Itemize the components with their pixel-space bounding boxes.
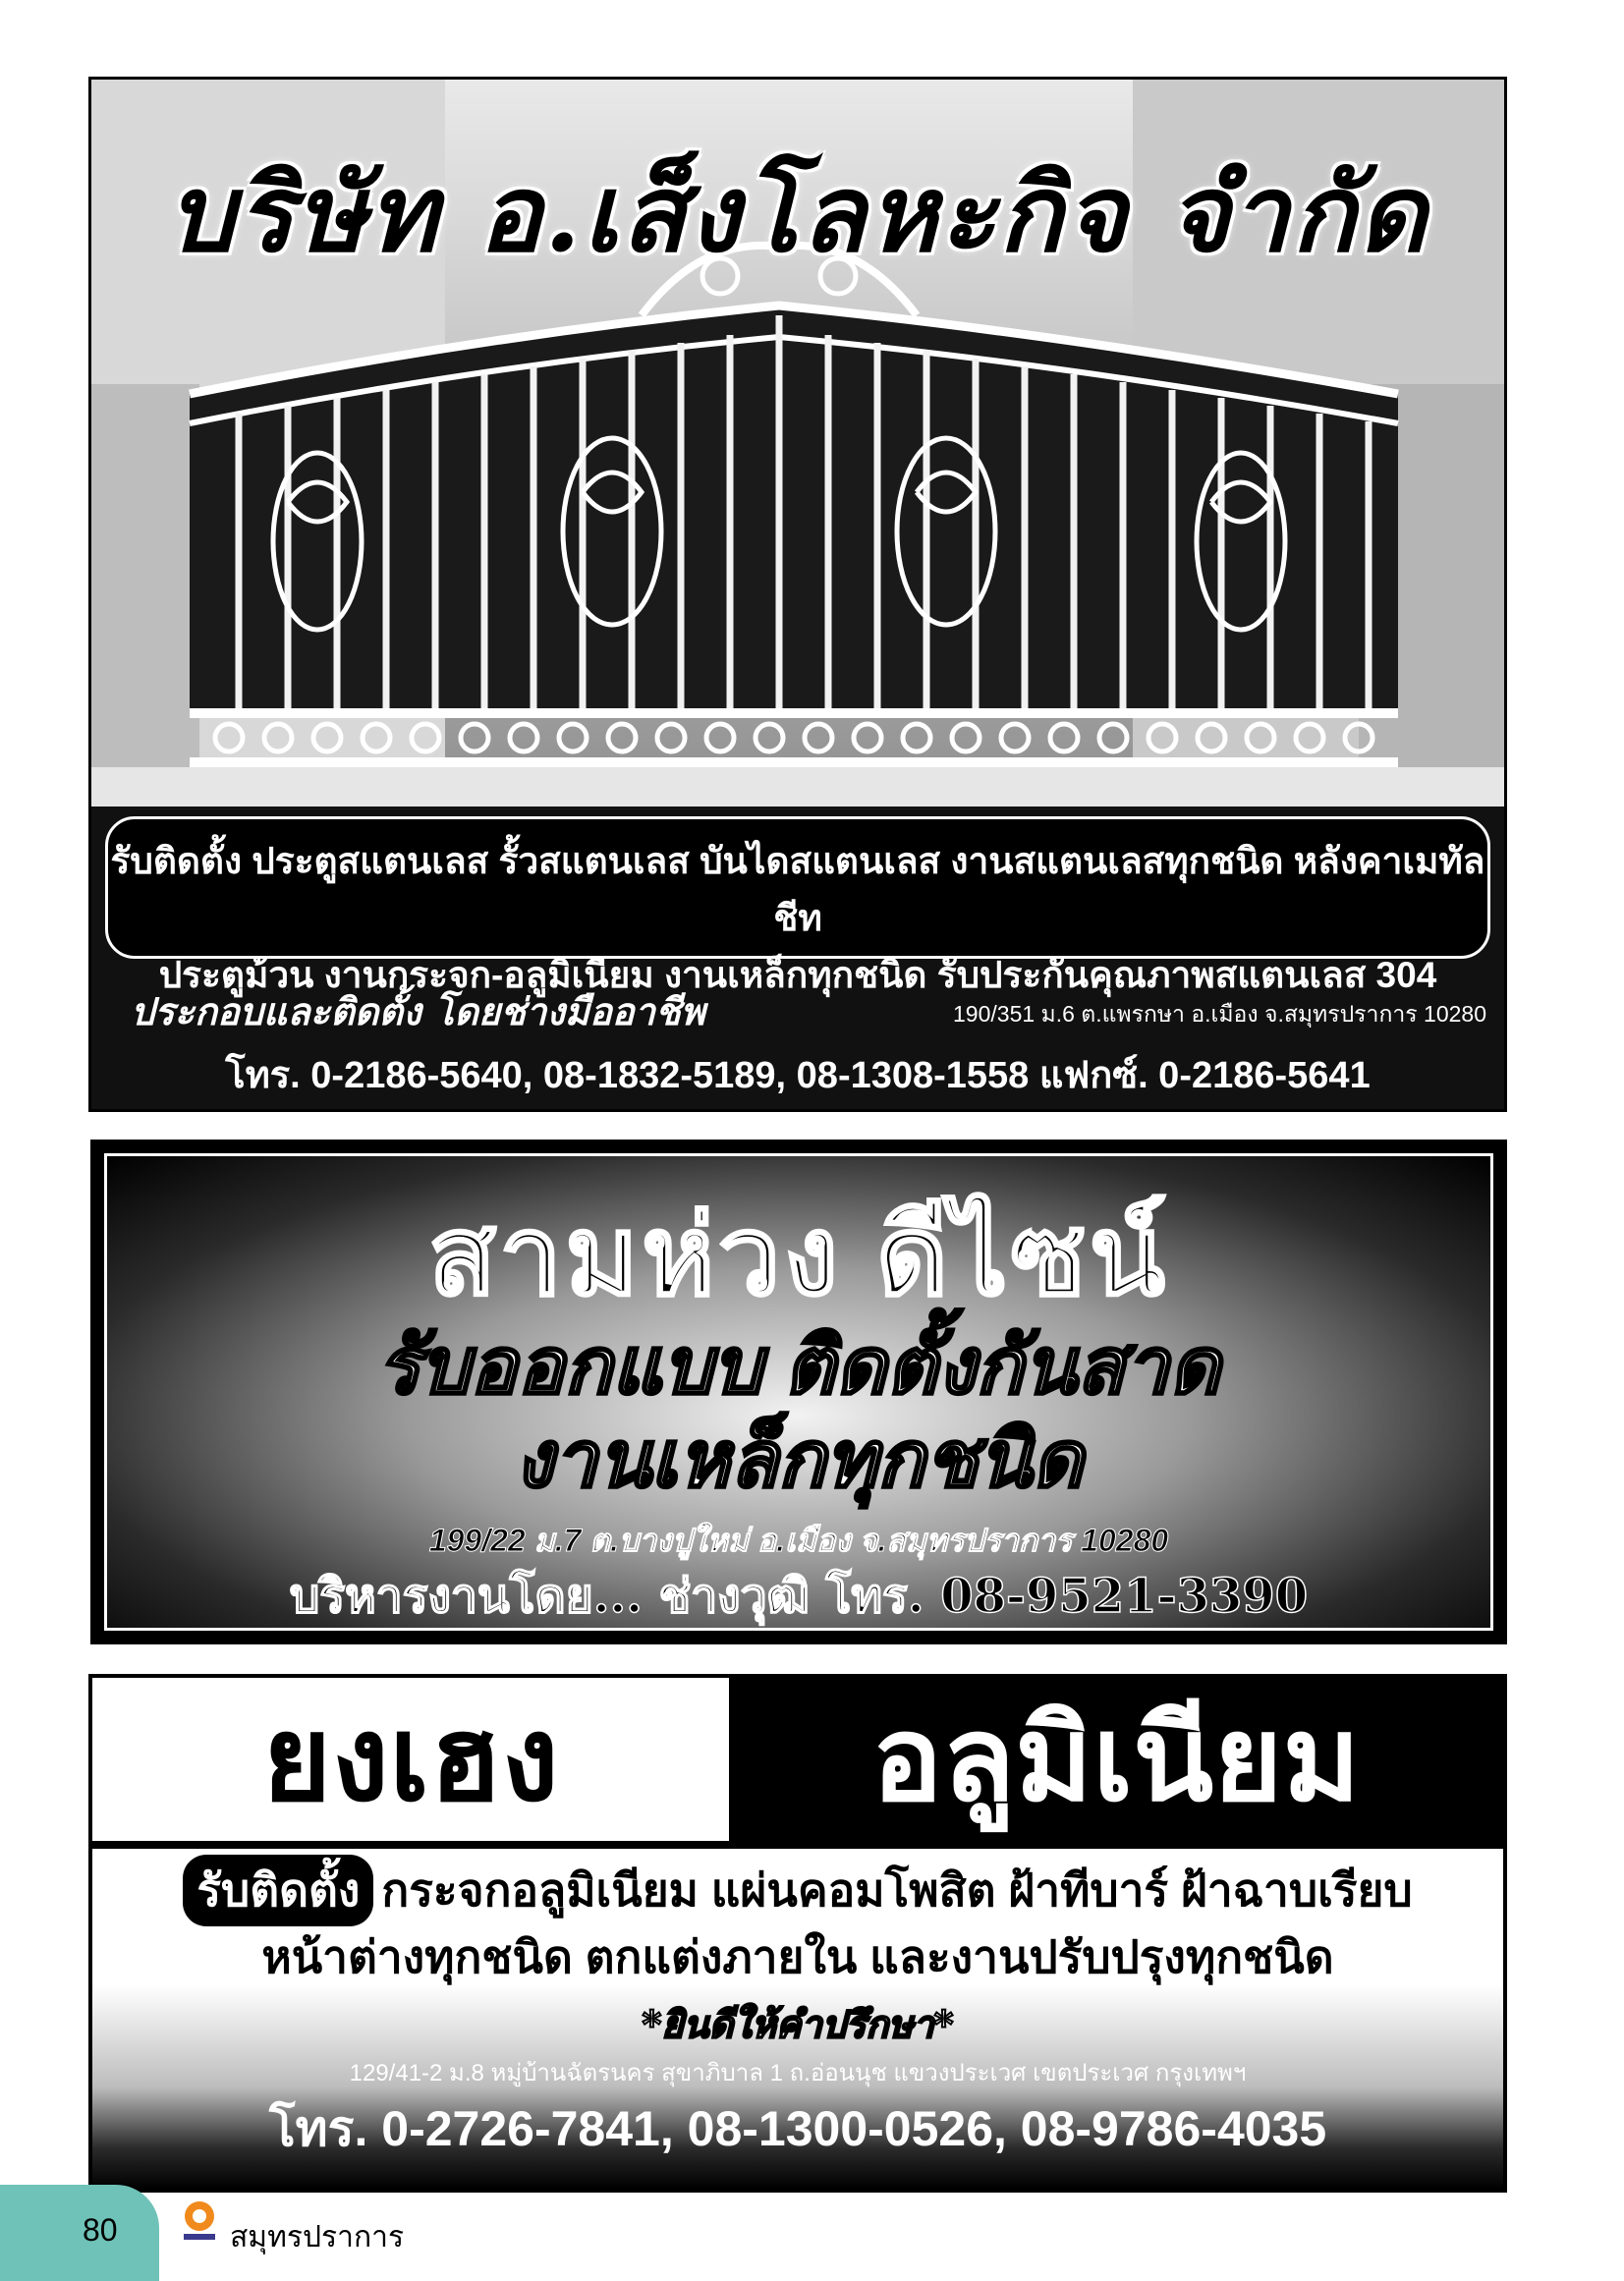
company-title-left: ยงเฮง xyxy=(92,1678,729,1841)
address: 190/351 ม.6 ต.แพรกษา อ.เมือง จ.สมุทรปราการ 10280 xyxy=(953,1001,1486,1027)
footer-brand: สมุทรปราการ xyxy=(230,2221,405,2253)
address: 199/22 ม.7 ต.บางปูใหม่ อ.เมือง จ.สมุทรปราการ 10280 xyxy=(428,1523,1169,1558)
services-line-2: งานเหล็กทุกชนิด xyxy=(514,1416,1084,1503)
ad-sam-huang-design xyxy=(90,1140,1507,1644)
services-line-2: หน้าต่างทุกชนิด ตกแต่งภายใน และงานปรับปรุงทุกชนิด xyxy=(261,1931,1334,1982)
ad-yong-heng-aluminium xyxy=(88,1674,1507,2193)
contact-line: บริหารงานโดย... ช่างวุฒิ โทร. 08-9521-3390 xyxy=(289,1569,1309,1624)
company-title: สามห่วง ดีไซน์ xyxy=(428,1195,1169,1317)
magazine-logo-icon xyxy=(180,2198,219,2242)
phone-numbers: โทร. 0-2186-5640, 08-1832-5189, 08-1308-1558 แฟกซ์. 0-2186-5641 xyxy=(225,1055,1371,1096)
company-title: บริษัท อ.เส็งโลหะกิจ จำกัด xyxy=(167,152,1428,276)
tagline: ประกอบและติดตั้ง โดยช่างมืออาชีพ xyxy=(131,989,705,1033)
ad-frame xyxy=(104,1153,1493,1631)
ad-body xyxy=(92,1849,1503,2189)
address: 129/41-2 ม.8 หมู่บ้านฉัตรนคร สุขาภิบาล 1 ถ.อ่อนนุช แขวงประเวศ เขตประเวศ กรุงเทพฯ xyxy=(349,2060,1247,2086)
services-line-1-text: กระจกอลูมิเนียม แผ่นคอมโพสิต ฝ้าทีบาร์ ฝ้าฉาบเรียบ xyxy=(381,1864,1413,1916)
ad-o-seng-metal xyxy=(88,77,1507,1112)
services-line-1: รับออกแบบ ติดตั้งกันสาด xyxy=(377,1322,1220,1410)
services-line-1: รับติดตั้ง ประตูสแตนเลส รั้วสแตนเลส บันไดสแตนเลส งานสแตนเลสทุกชนิด หลังคาเมทัลชีท xyxy=(110,841,1485,938)
services-line-1 xyxy=(92,1855,1503,1926)
page-number: 80 xyxy=(83,2212,118,2248)
services-box xyxy=(105,816,1490,995)
company-title-right: อลูมิเนียม xyxy=(729,1678,1503,1841)
page-tab xyxy=(0,2185,159,2281)
services-line-2: ประตูม้วน งานกระจก-อลูมิเนียม งานเหล็กทุกชนิด รับประกันคุณภาพสแตนเลส 304 xyxy=(158,955,1437,995)
ad-header xyxy=(92,1678,1503,1841)
install-badge: รับติดตั้ง xyxy=(183,1855,373,1926)
consult-note: *ยินดีให้คำปรึกษา* xyxy=(642,2002,954,2046)
phone-numbers: โทร. 0-2726-7841, 08-1300-0526, 08-9786-4035 xyxy=(268,2101,1327,2156)
